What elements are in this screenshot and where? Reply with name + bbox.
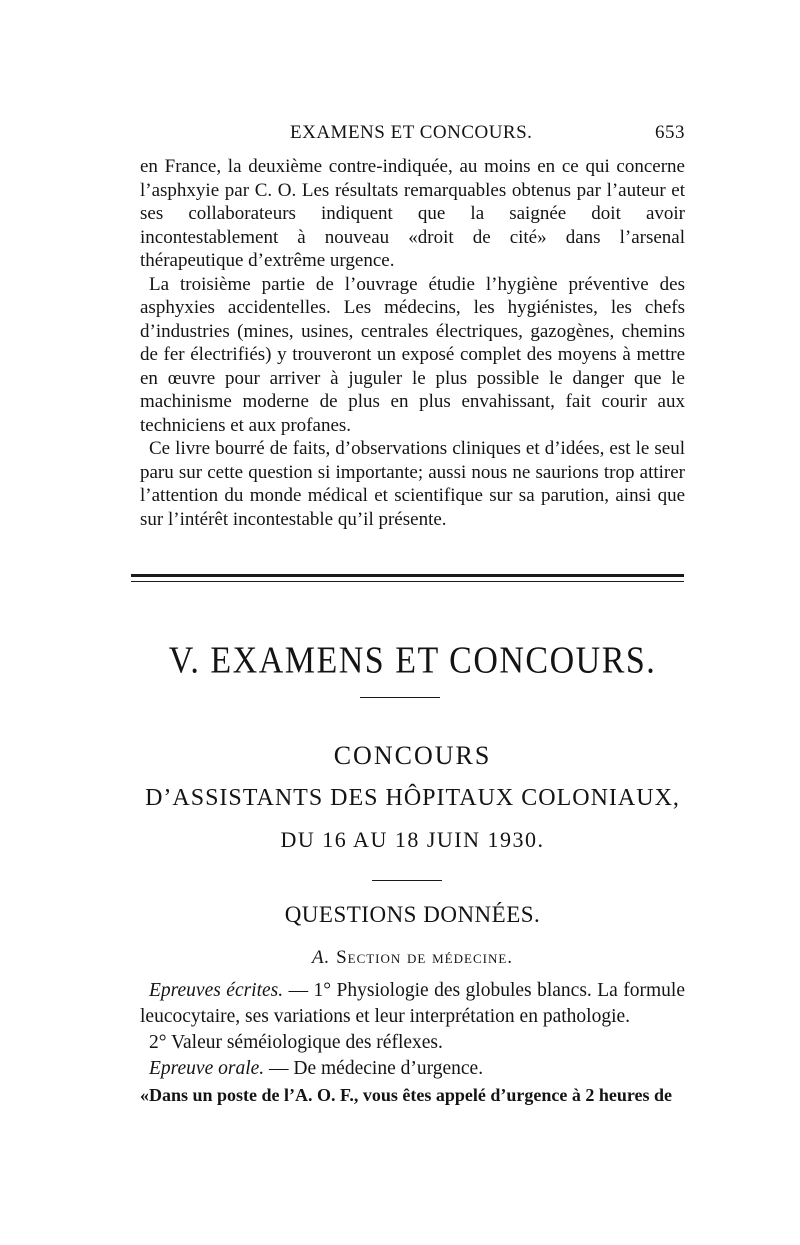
- questions-heading: QUESTIONS DONNÉES.: [284, 902, 541, 927]
- page-number: 653: [655, 122, 685, 143]
- running-head: [140, 118, 685, 148]
- paragraph: Ce livre bourré de faits, d’observations cliniques et d’idées, est le seul paru sur cette question si importante; aussi nous ne saurions trop attirer l’attention du monde médical et scientifique sur sa parution, ainsi que sur l’intérêt incontestable qu’il présente.: [140, 438, 685, 530]
- review-text: [140, 155, 685, 531]
- short-divider: [360, 697, 440, 698]
- oral-exam-paragraph: [140, 1056, 685, 1082]
- concours-title: CONCOURS: [333, 741, 492, 770]
- written-exam-label: Epreuves écrites.: [149, 980, 284, 1001]
- oral-exam-text: — De médecine d’urgence.: [264, 1058, 484, 1079]
- section-title: V. EXAMENS ET CONCOURS.: [168, 640, 657, 682]
- section-letter: A.: [311, 947, 331, 968]
- paragraph: La troisième partie de l’ouvrage étudie l’hygiène préventive des asphyxies accidentelles. Les médecins, les hygiénistes, les chefs d’industries (mines, usines, centrales électriques, gazogènes, chemins de fer électrifiés) y trouveront un exposé complet des moyens à mettre en œuvre pour arriver à juguler le plus possible le danger que le machinisme moderne de plus en plus envahissant, fait courir aux techniciens et aux profanes.: [140, 273, 685, 436]
- written-exam-text: — 1° Physiologie des globules blancs. La formule leucocytaire, ses variations et leur interprétation en pathologie.: [140, 980, 685, 1027]
- oral-exam-label: Epreuve orale.: [149, 1058, 265, 1079]
- short-divider: [372, 880, 442, 881]
- concours-dates: DU 16 AU 18 JUIN 1930.: [280, 827, 545, 852]
- exam-questions: [140, 978, 685, 1108]
- written-exam-paragraph: [140, 978, 685, 1030]
- concours-subtitle: D’ASSISTANTS DES HÔPITAUX COLONIAUX,: [145, 785, 680, 811]
- running-head-title: EXAMENS ET CONCOURS.: [290, 122, 533, 143]
- case-text: «Dans un poste de l’A. O. F., vous êtes appelé d’urgence à 2 heures de: [140, 1085, 673, 1105]
- section-divider-thin: [131, 581, 684, 582]
- section-name: Section de médecine.: [336, 947, 514, 968]
- item-2: 2° Valeur séméiologique des réflexes.: [149, 1032, 443, 1053]
- section-heading: [140, 947, 685, 969]
- section-divider-thick: [131, 574, 684, 577]
- paragraph: en France, la deuxième contre-indiquée, au moins en ce qui concerne l’asphxyie par C. O. Les résultats remarquables obtenus par l’auteur et ses collaborateurs indiquent que la saignée doit avoir incontestablement à nouveau «droit de cité» dans l’arsenal thérapeutique d’extrême urgence.: [140, 156, 685, 271]
